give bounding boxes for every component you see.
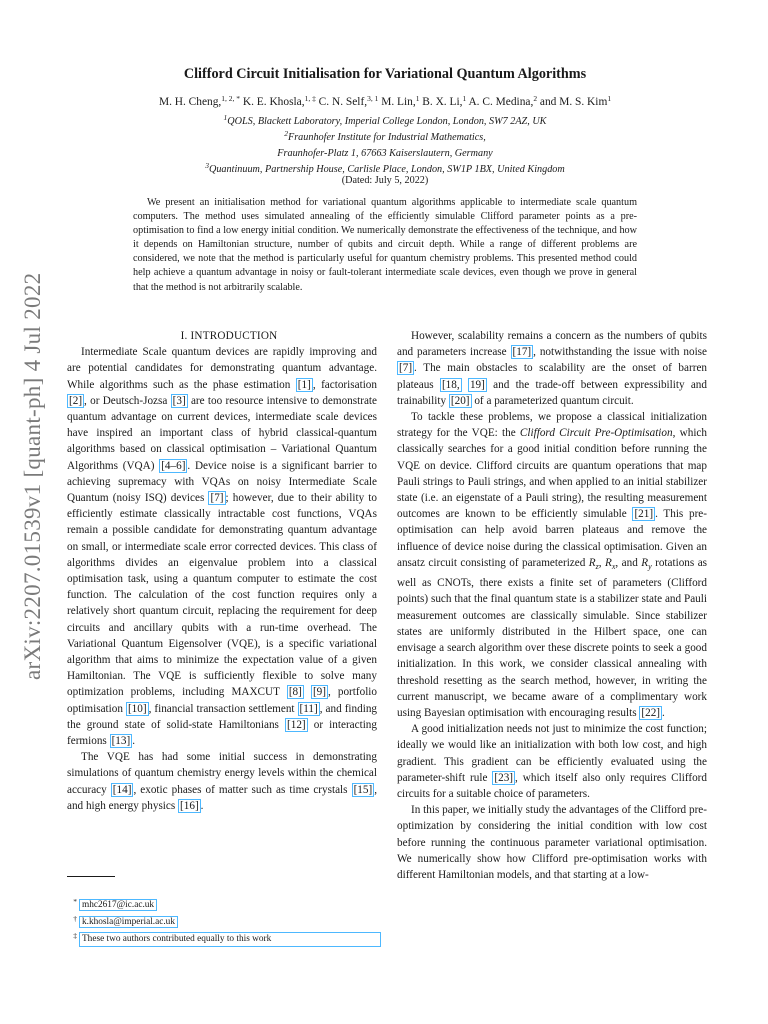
citation-link[interactable]: [9] <box>312 686 326 699</box>
footnote-item: † k.khosla@imperial.ac.uk <box>67 912 377 929</box>
arxiv-identifier: arXiv:2207.01539v1 [quant-ph] 4 Jul 2022 <box>20 272 45 680</box>
author-name: M. H. Cheng, <box>158 96 222 108</box>
paragraph: Intermediate Scale quantum devices are rapidly improving and are potential candidates for demonstrating quantum advantage. While algorithms such as the phase estimation [1] , factorisation [2] , or Deutsch-Jozsa [3] are too resource intensive to demonstrate quantum advantage on current devices, intermediate scale devices have inspired an important class of hybrid classical-quantum algorithms based on classical optimisation – Variational Quantum Algorithms (VQA) [4–6] . Device noise is a significant barrier to achieving supremacy with VQAs on noisy Intermediate Scale Quantum (noisy ISQ) devices [7] ; however, due to their ability to efficiently estimate classically intractable cost functions, VQAs remain a possible candidate for demonstrating quantum advantage on small, or intermediate scale error corrected devices. This class of algorithms divides an eigenvalue problem into a classical optimisation task, using a quantum computer to estimate the cost function. The calculation of the cost function requires only a relatively short quantum circuit, replacing the requirement for deep circuits and ancillary qubits with a run-time overhead. The Variational Quantum Eigensolver (VQE), is a specific variational algorithm that aims to minimize the expectation value of a given Hamiltonian. The VQE is sufficiently flexible to solve many optimization problems, including MAXCUT [8] [9] , portfolio optimisation [10] , financial transaction settlement [11] , and finding the ground state of solid-state Hamiltonians [12] or interacting fermions [13] . <box>67 346 378 748</box>
author-name: M. Lin, <box>378 96 416 108</box>
citation-link[interactable]: [3] <box>172 394 186 407</box>
left-column <box>67 328 377 814</box>
citation-link[interactable]: [8] <box>288 686 302 699</box>
author-affil-mark: 1 <box>462 94 467 103</box>
email-link[interactable]: k.khosla@imperial.ac.uk <box>79 916 178 928</box>
citation-link[interactable]: [2] <box>69 394 83 407</box>
right-column <box>397 328 707 883</box>
left-column-body <box>67 344 377 814</box>
citation-link[interactable]: [17] <box>512 346 532 359</box>
citation-link[interactable]: [11] <box>299 702 318 715</box>
citation-link[interactable]: [23] <box>494 771 514 784</box>
author-name: B. X. Li, <box>419 96 463 108</box>
author-affil-mark: 1 <box>415 94 420 103</box>
abstract: We present an initialisation method for variational quantum algorithms applicable to intermediate scale quantum computers. The method uses simulated annealing of the efficiently simulable Clifford parameter points as a pre-optimisation to find a low energy initial condition. We numerically demonstrate the effectiveness of the technique, and how it depends on Hamiltonian structure, number of qubits and circuit depth. While a range of different problems are considered, we note that the method is particularly useful for quantum chemistry problems. This presented method could help achieve a quantum advantage in noisy or fault-tolerant intermediate scale devices, even though we prove in general that the method is not arbitrarily scalable. <box>133 197 637 293</box>
section-heading: I. INTRODUCTION <box>180 330 278 342</box>
citation-link[interactable]: [4–6] <box>161 459 186 472</box>
date-line: (Dated: July 5, 2022) <box>341 175 429 186</box>
footnote-item: ‡ These two authors contributed equally to this work <box>67 929 377 947</box>
subscript: y <box>648 562 652 572</box>
footnote-text: These two authors contributed equally to this work <box>79 932 381 947</box>
author-name: A. C. Medina, <box>466 96 534 108</box>
citation-link[interactable]: [12] <box>287 718 306 731</box>
emphasis: Clifford Circuit Pre-Optimisation <box>519 427 673 440</box>
citation-link[interactable]: [21] <box>634 508 654 521</box>
affiliation-line: $^1$QOLS, Blackett Laboratory, Imperial College London, London, SW7 2AZ, UK <box>223 113 547 127</box>
emphasis: R <box>588 556 596 569</box>
author-affil-mark: 1 <box>607 94 612 103</box>
paper-title: Clifford Circuit Initialisation for Variational Quantum Algorithms <box>183 66 587 82</box>
citation-link[interactable]: [20] <box>450 394 470 407</box>
footnotes <box>67 895 377 947</box>
affiliation-line: $^2$Fraunhofer Institute for Industrial Mathematics, <box>284 129 486 143</box>
subscript: x <box>611 562 616 572</box>
author-affil-mark: 2 <box>533 94 538 103</box>
author-affil-mark: 1, ‡ <box>304 94 316 103</box>
affiliation-line: $^3$Quantinuum, Partnership House, Carlisle Place, London, SW1P 1BX, United Kingdom <box>205 161 565 175</box>
author-name: C. N. Self, <box>315 96 368 108</box>
author-affil-mark: 3, 1 <box>367 94 379 103</box>
footnote-rule <box>67 876 115 877</box>
citation-link[interactable]: [13] <box>111 735 131 748</box>
subscript: z <box>595 562 599 572</box>
citation-link[interactable]: [22] <box>641 706 661 719</box>
citation-link[interactable]: [18, <box>441 378 460 391</box>
author-list <box>60 96 710 108</box>
citation-link[interactable]: [16] <box>180 799 199 812</box>
paragraph: In this paper, we initially study the advantages of the Clifford pre-optimization by considering the initial condition with low cost before running the continuous parameter variational optimisation. We numerically show how Clifford pre-optimisation works with different Hamiltonian models, and that starting at a low- <box>397 804 707 881</box>
citation-link[interactable]: 19] <box>469 378 485 391</box>
paragraph: However, scalability remains a concern as the numbers of qubits and parameters increase [17] , notwithstanding the issue with noise [7] . The main obstacles to scalability are the onset of barren plateaus [18, 19] and the trade-off between expressibility and trainability [20] of a parameterized quantum circuit. <box>397 330 707 407</box>
citation-link[interactable]: [7] <box>210 492 224 505</box>
citation-link[interactable]: [15] <box>353 783 373 796</box>
footnote-item: * mhc2617@ic.ac.uk <box>67 895 377 912</box>
paragraph: The VQE has had some initial success in demonstrating simulations of quantum chemistry energy levels within the chemical accuracy [14] , exotic phases of matter such as time crystals [15] , and high energy physics [16] . <box>67 751 377 812</box>
right-column-body <box>397 328 707 883</box>
citation-link[interactable]: [14] <box>112 783 132 796</box>
author-name: and M. S. Kim <box>537 96 608 108</box>
paragraph: To tackle these problems, we propose a classical initialization strategy for the VQE: the Clifford Circuit Pre-Optimisation, which classically searches for a good initial condition before running the VQE on device. Clifford circuits are quantum operations that map Pauli strings to Pauli strings, and when applied to an initial stabilizer state (i.e. an eigenstate of a Pauli string), the resulting measurement outcomes are known to be efficiently simulable [21] . This pre-optimisation can help avoid barren plateaus and remove the influence of device noise during the classical optimisation. Given an ansatz circuit consisting of parameterized $R_z$, $R_x$, and $R_y$ rotations as well as CNOTs, there exists a finite set of parameters (Clifford points) such that the final quantum state is a stabilizer state and Pauli measurement outcomes are classically simulable. Since stabilizer states are uniformly distributed in the Hilbert space, one can envisage a search algorithm over these discrete points to seek a good initialization. In this work, we consider classical annealing with threshold resetting as the search method, however, in writing the current manuscript, we became aware of a complimentary work using Bayesian optimisation with encouraging results [22] . <box>397 411 708 719</box>
paragraph: A good initialization needs not just to minimize the cost function; ideally we would like an initialization with both low cost, and high gradient. This gradient can be efficiently evaluated using the parameter-shift rule [23] , which itself also only requires Clifford circuits for a suitable choice of parameters. <box>397 723 707 800</box>
citation-link[interactable]: [10] <box>127 702 147 715</box>
affiliation-line: Fraunhofer-Platz 1, 67663 Kaiserslautern, Germany <box>277 148 493 159</box>
author-affil-mark: 1, 2, * <box>221 94 241 103</box>
citation-link[interactable]: [7] <box>399 362 413 375</box>
emphasis: R <box>641 556 649 569</box>
email-link[interactable]: mhc2617@ic.ac.uk <box>79 899 157 911</box>
author-name: K. E. Khosla, <box>240 96 305 108</box>
affiliations <box>90 114 680 178</box>
citation-link[interactable]: [1] <box>297 378 311 391</box>
emphasis: R <box>605 556 612 569</box>
